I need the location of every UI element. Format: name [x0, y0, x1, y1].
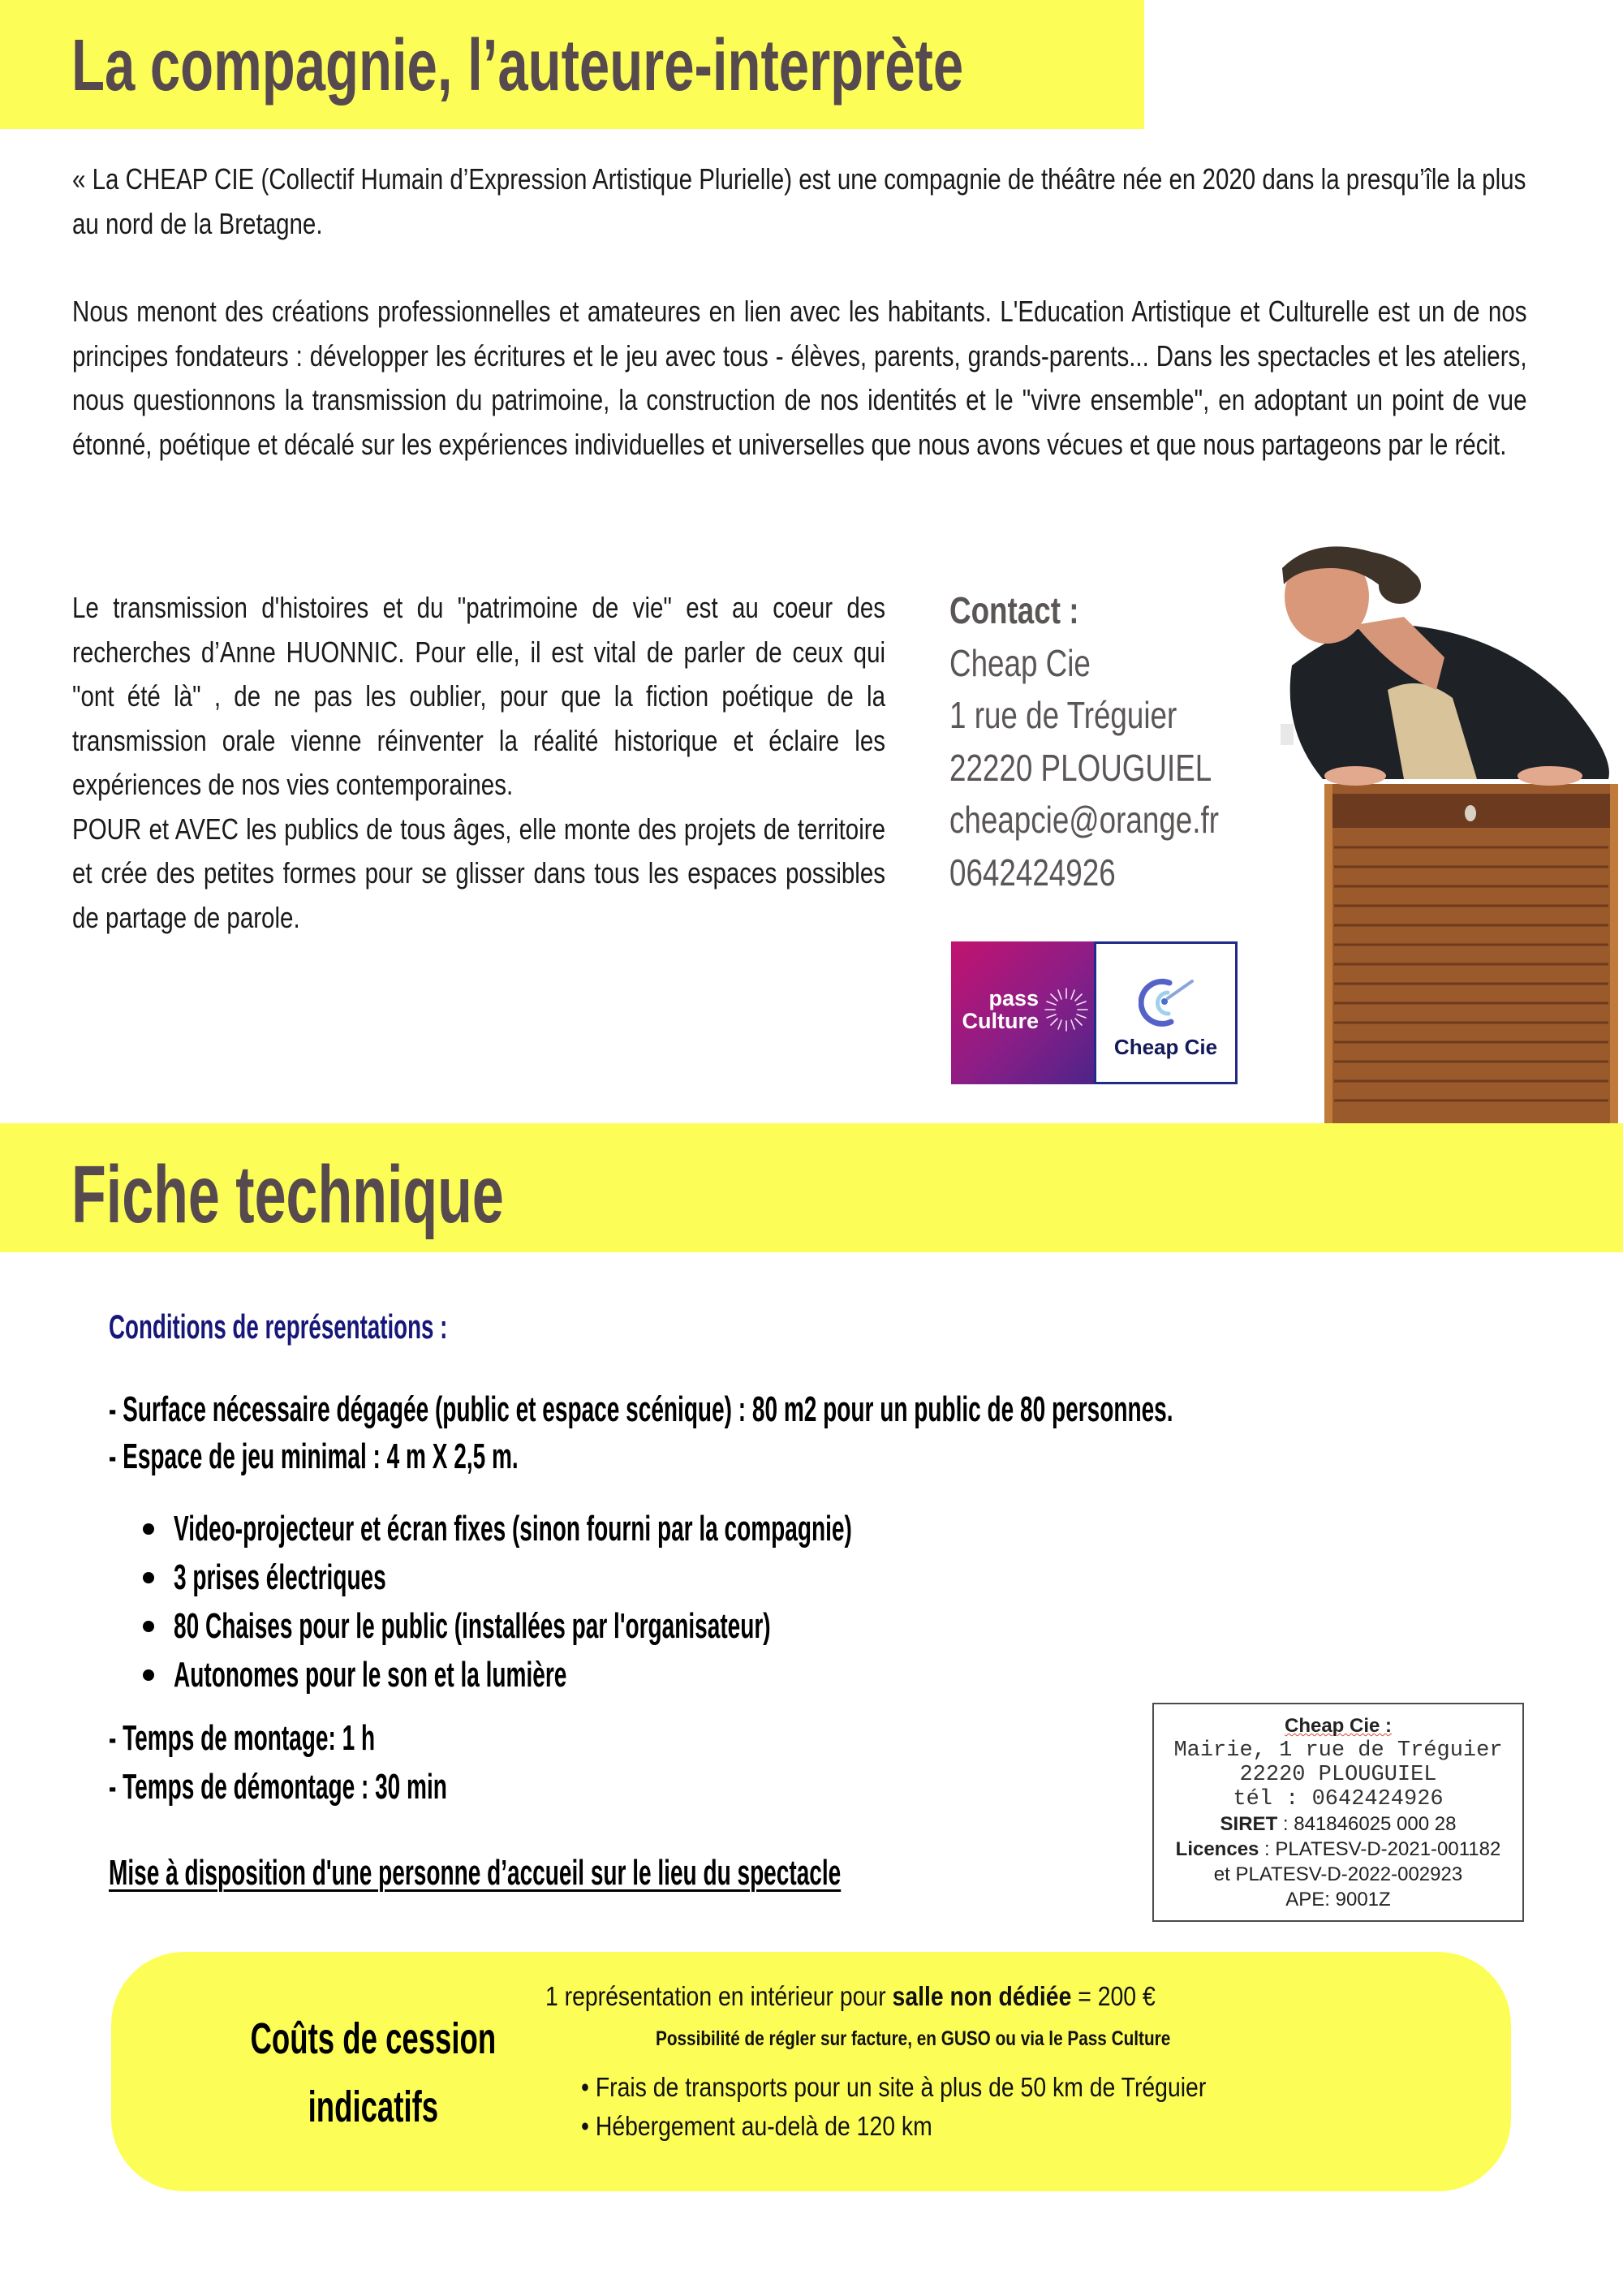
requirements-list: [109, 1386, 1488, 1492]
stamp-licences-value: : PLATESV-D-2021-001182: [1259, 1838, 1501, 1860]
payment-note-wrap: [656, 2023, 1386, 2056]
bullet-icon: [143, 1572, 154, 1583]
host-note-wrap: [109, 1849, 1066, 1906]
costs-title-wrap: [203, 2005, 544, 2143]
equipment-item: 80 Chaises pour le public (installées par l'organisateur): [174, 1606, 771, 1646]
contact-email[interactable]: cheapcie@orange.fr: [949, 799, 1219, 841]
contact-city: 22220 PLOUGUIEL: [949, 746, 1212, 789]
contact-label: Contact :: [949, 589, 1079, 631]
conditions-heading: Conditions de représentations :: [109, 1307, 448, 1346]
bullet-icon: [143, 1523, 154, 1535]
cheap-cie-emblem-icon: [1139, 976, 1197, 1028]
section-title-fiche-technique: Fiche technique: [71, 1149, 504, 1240]
conditions-heading-wrap: [109, 1303, 677, 1351]
extras-list: [581, 2068, 1433, 2149]
stamp-siret-value: : 841846025 000 28: [1277, 1813, 1457, 1835]
company-stamp: [1152, 1703, 1524, 1922]
equipment-item: 3 prises électriques: [174, 1557, 386, 1597]
price-prefix: 1 représentation en intérieur pour: [545, 1981, 893, 2011]
artist-text: [72, 586, 885, 1008]
requirement-item: - Espace de jeu minimal : 4 m X 2,5 m.: [109, 1437, 519, 1476]
timings-list: [109, 1714, 839, 1820]
artist-photo: [1233, 536, 1623, 1123]
section-title-wrap-2: [71, 1148, 639, 1245]
contact-street: 1 rue de Tréguier: [949, 694, 1177, 736]
bullet-icon: [143, 1669, 154, 1681]
stamp-phone: tél : 0642424926: [1233, 1787, 1444, 1811]
pass-culture-logo-text-2: Culture: [962, 1009, 1039, 1033]
bullet-icon: [143, 1621, 154, 1632]
cheap-cie-logo-text: Cheap Cie: [1113, 1035, 1218, 1059]
intro-paragraph-1: « La CHEAP CIE (Collectif Humain d’Expression Artistique Plurielle) est une compagnie de théâtre née en 2020 dans la presqu’île la plus au nord de la Bretagne.: [72, 162, 1526, 240]
stamp-city: 22220 PLOUGUIEL: [1239, 1763, 1437, 1787]
artist-paragraph-2: POUR et AVEC les publics de tous âges, elle monte des projets de territoire et crée des petites formes pour se glisser dans tous les espaces possibles de partage de parole.: [72, 812, 885, 934]
requirement-item: - Surface nécessaire dégagée (public et espace scénique) : 80 m2 pour un public de 80 personnes.: [109, 1389, 1173, 1429]
price-venue-type: salle non dédiée: [892, 1981, 1072, 2011]
contact-phone[interactable]: 0642424926: [949, 851, 1116, 894]
costs-title-line-1: Coûts de cession: [250, 2014, 497, 2063]
stamp-address: Mairie, 1 rue de Tréguier: [1173, 1738, 1503, 1763]
contact-name: Cheap Cie: [949, 641, 1091, 684]
stamp-licences-label: Licences: [1175, 1838, 1259, 1860]
timing-item: - Temps de démontage : 30 min: [109, 1767, 447, 1807]
stamp-licences-value-2: et PLATESV-D-2022-002923: [1213, 1863, 1463, 1885]
stamp-siret-label: SIRET: [1220, 1813, 1278, 1835]
cheap-cie-logo: [1094, 941, 1238, 1084]
extra-item: • Frais de transports pour un site à plus de 50 km de Tréguier: [581, 2072, 1207, 2102]
pass-culture-logo-text-1: pass: [988, 986, 1039, 1010]
section-title-compagnie: La compagnie, l’auteure-interprète: [71, 25, 964, 106]
contact-block: [949, 584, 1274, 909]
payment-note: Possibilité de régler sur facture, en GUSO ou via le Pass Culture: [656, 2027, 1171, 2050]
intro-paragraph-2: Nous menont des créations professionnelles et amateures en lien avec les habitants. L'Education Artistique et Culturelle est un de nos principes fondateurs : développer les écritures et le jeu avec tous - élèves, parents, grands-parents... Dans les spectacles et les ateliers, nous questionnons la transmission du patrimoine, la construction de nos identités et le "vivre ensemble", en adoptant un point de vue étonné, poétique et décalé sur les expériences individuelles et universelles que nous avons vécues et que nous partageons par le récit.: [72, 295, 1527, 461]
section-title-wrap: [71, 21, 1126, 118]
pass-culture-logo: [951, 941, 1094, 1084]
stamp-company-name: Cheap Cie :: [1284, 1715, 1393, 1737]
stamp-ape: APE: 9001Z: [1285, 1889, 1391, 1910]
price-line: [545, 1977, 1438, 2018]
equipment-item: Autonomes pour le son et la lumière: [174, 1655, 567, 1695]
artist-paragraph-1: Le transmission d'histoires et du "patrimoine de vie" est au coeur des recherches d’Anne HUONNIC. Pour elle, il est vital de parler de ceux qui "ont été là" , de ne pas les oublier, pour que la fiction poétique de la transmission orale vienne réinventer la réalité historique et éclaire les expériences de nos vies contemporaines.: [72, 591, 885, 801]
host-note: Mise à disposition d'une personne d’accueil sur le lieu du spectacle: [109, 1853, 842, 1893]
extra-item: • Hébergement au-delà de 120 km: [581, 2111, 932, 2141]
intro-text: [72, 157, 1527, 523]
timing-item: - Temps de montage: 1 h: [109, 1718, 376, 1758]
equipment-item: Video-projecteur et écran fixes (sinon fourni par la compagnie): [174, 1509, 852, 1549]
price-amount: = 200 €: [1071, 1981, 1156, 2011]
costs-title-line-2: indicatifs: [308, 2083, 439, 2131]
sunburst-icon: [1042, 985, 1091, 1034]
